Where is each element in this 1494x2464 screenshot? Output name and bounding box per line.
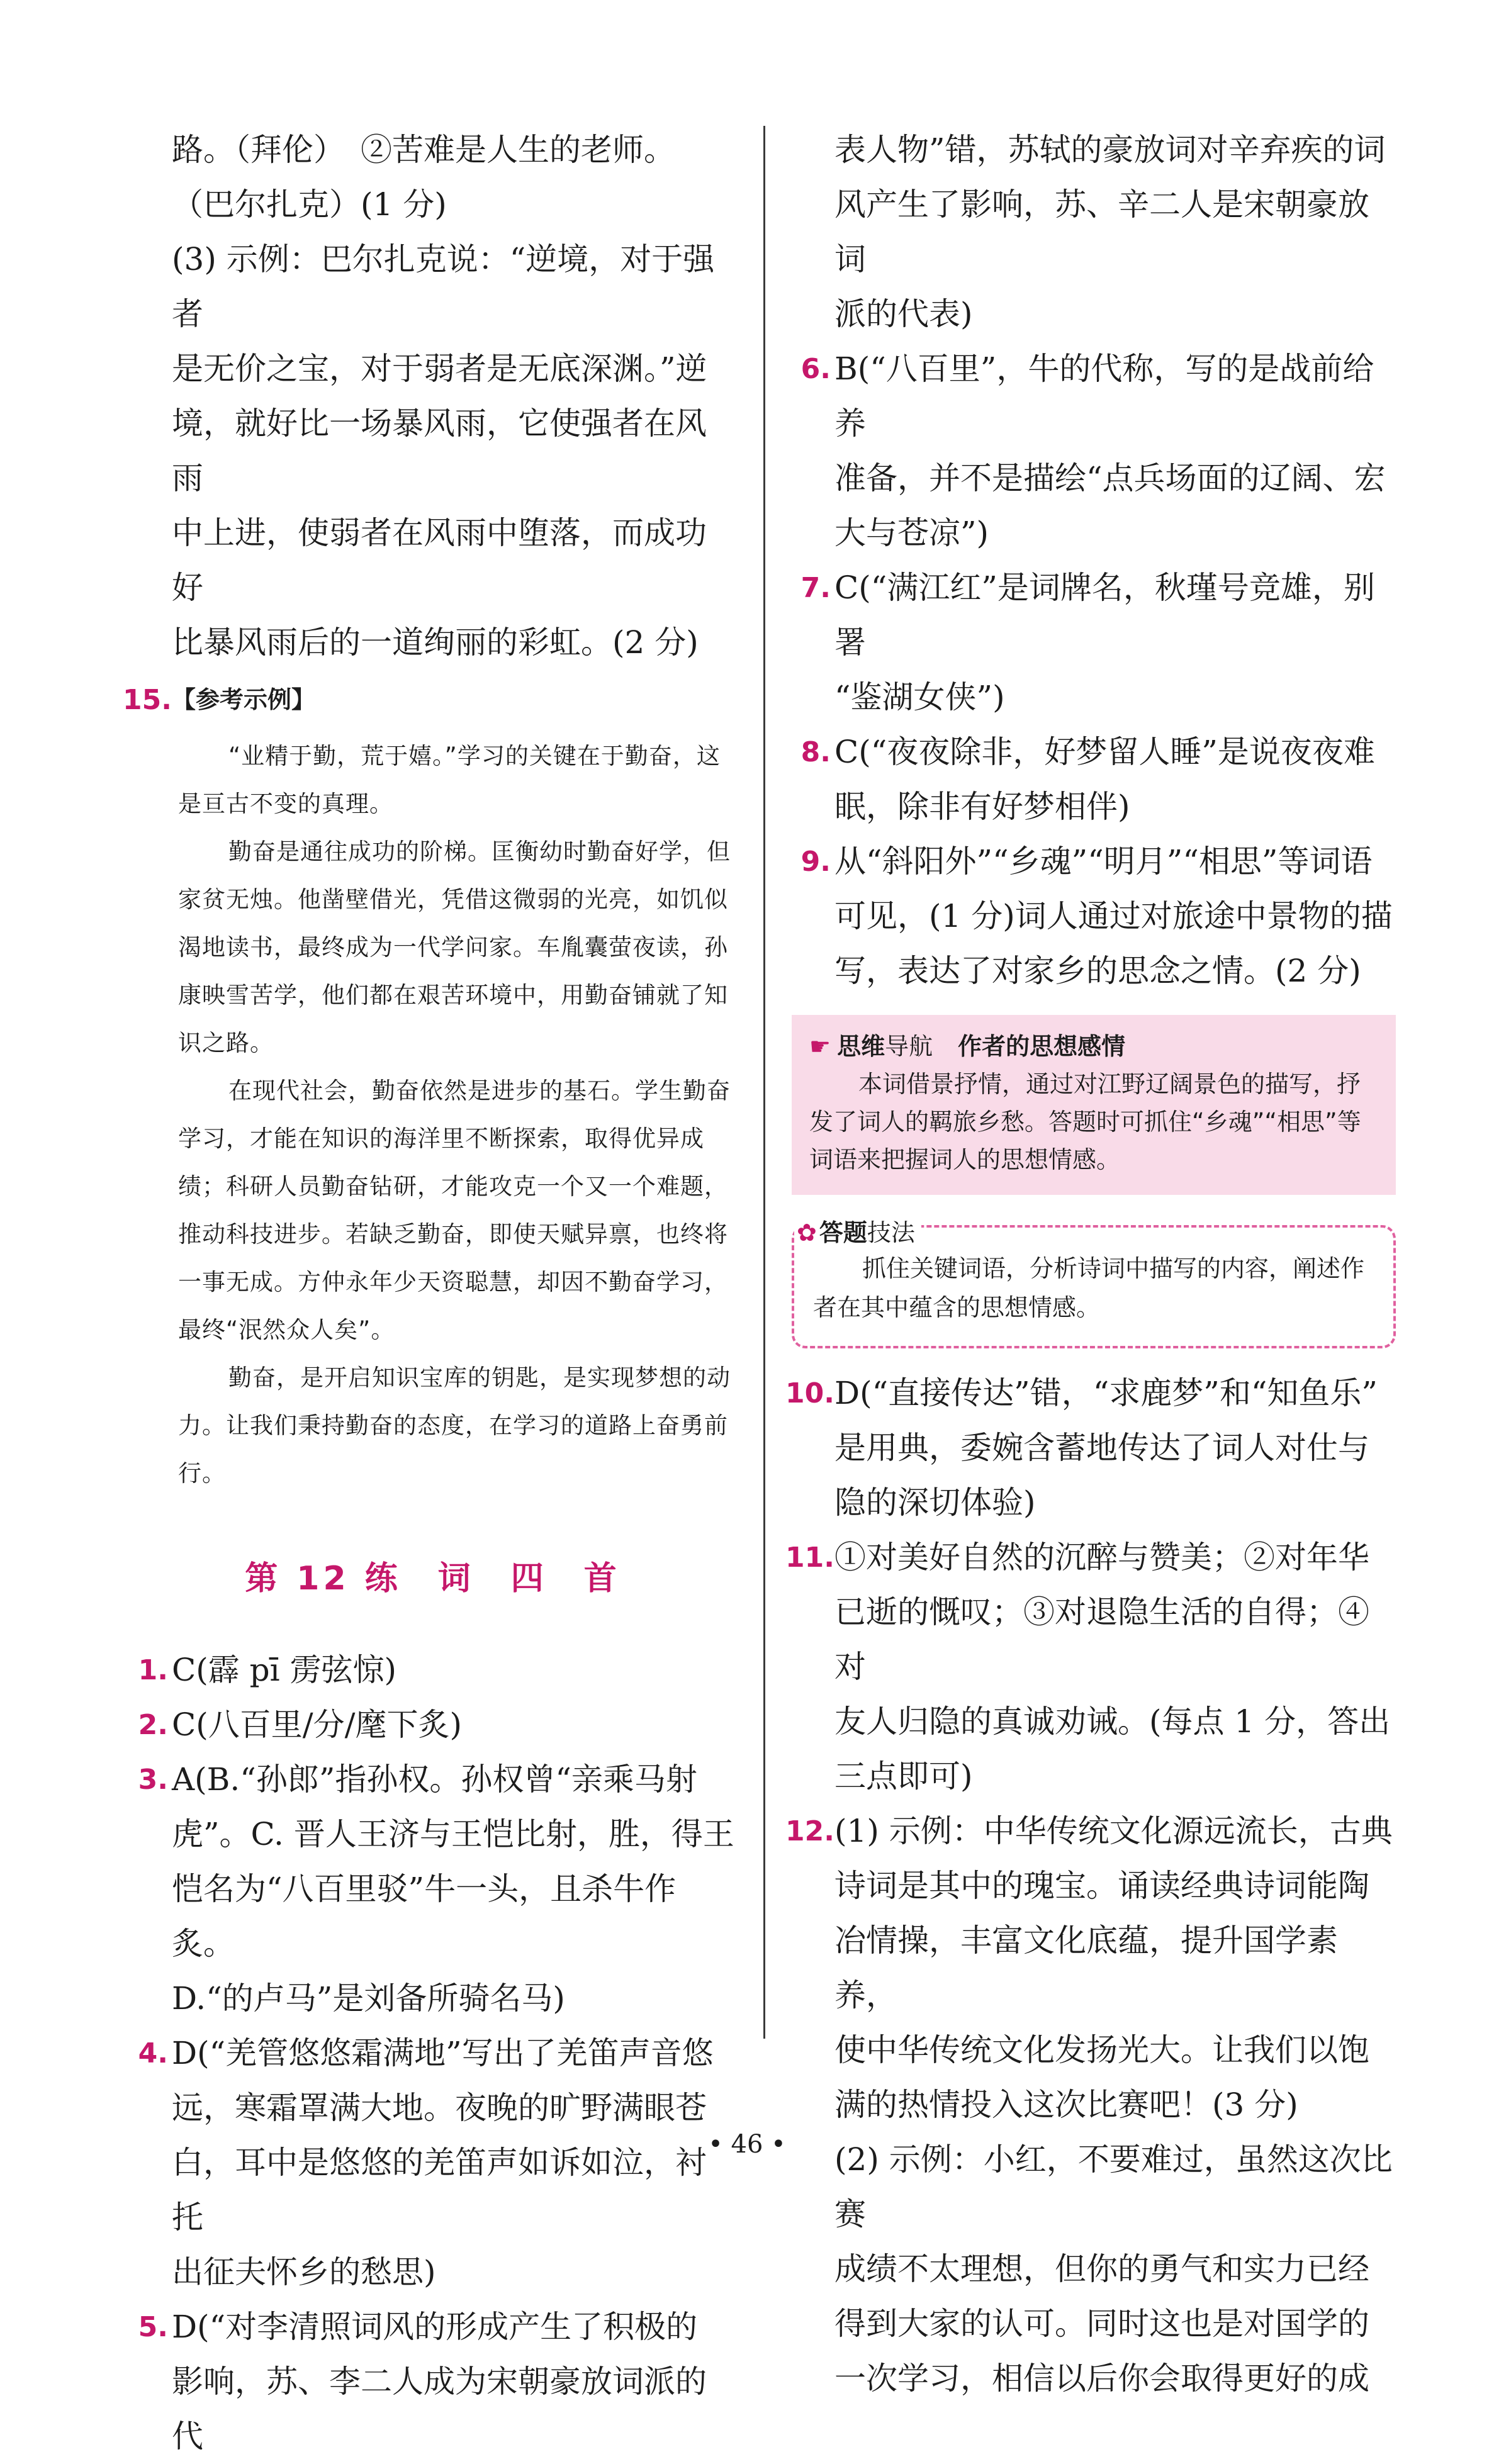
page-number: • 46 • <box>708 2130 786 2159</box>
answer-skill-body: 抓住关键词语，分析诗词中描写的内容，阐述作者在其中蕴含的思想情感。 <box>813 1255 1365 1321</box>
text-line: （巴尔扎克）(1 分) <box>172 186 447 223</box>
answer-item <box>129 1698 736 1752</box>
pointing-hand-icon: ☛ <box>809 1033 831 1060</box>
text-line: C(霹 pī 雳弦惊) <box>172 1652 397 1688</box>
question-number: 8. <box>800 736 831 768</box>
question-number: 6. <box>800 353 831 385</box>
text-line: D(“对李清照词风的形成产生了积极的 <box>172 2309 698 2345</box>
text-line: A(B.“孙郎”指孙权。孙权曾“亲乘马射 <box>172 1761 697 1798</box>
text-line: (3) 示例：巴尔扎克说：“逆境，对于强者 <box>172 241 715 332</box>
text-line: D(“直接传达”错，“求鹿梦”和“知鱼乐” <box>834 1375 1378 1411</box>
answer-item <box>129 2300 736 2464</box>
text-line: 境，就好比一场暴风雨，它使强者在风雨 <box>172 405 707 496</box>
flower-icon: ✿ <box>797 1219 817 1246</box>
essay-paragraph: 勤奋是通往成功的阶梯。匡衡幼时勤奋好学，但家贫无烛。他凿壁借光，凭借这微弱的光亮，如饥似渴地读书，最终成为一代学问家。车胤囊萤夜读，孙康映雪苦学，他们都在艰苦环境中，用勤奋铺就了知识之路。 <box>178 838 731 1056</box>
question-number: 5. <box>138 2311 168 2343</box>
question-number: 1. <box>138 1654 168 1686</box>
text-line: 满的热情投入这次比赛吧！(3 分) <box>834 2086 1298 2123</box>
text-line: 是无价之宝，对于弱者是无底深渊。”逆 <box>172 350 707 387</box>
tip-topic: 作者的思想感情 <box>958 1033 1126 1060</box>
text-line: 路。（拜伦） ②苦难是人生的老师。 <box>172 132 675 168</box>
text-line: C(八百里/分/麾下炙) <box>172 1706 462 1743</box>
skill-label-2: 技法 <box>867 1219 915 1246</box>
text-line: 表人物”错，苏轼的豪放词对辛弃疾的词 <box>834 132 1386 168</box>
answer-item <box>785 1530 1396 1804</box>
reference-heading: 【参考示例】 <box>172 686 316 714</box>
text-line: 风产生了影响，苏、辛二人是宋朝豪放词 <box>834 186 1369 277</box>
question-number: 15. <box>123 684 172 716</box>
text-line: 比暴风雨后的一道绚丽的彩虹。(2 分) <box>172 624 699 661</box>
answer-item <box>129 1752 736 2026</box>
skill-label: 答题 <box>819 1219 867 1246</box>
tip-label-2: 导航 <box>885 1033 933 1060</box>
text-line: D.“的卢马”是刘备所骑名马) <box>172 1980 565 2017</box>
text-line: (1) 示例：中华传统文化源远流长，古典 <box>834 1813 1393 1849</box>
text-line: 写，表达了对家乡的思念之情。(2 分) <box>834 953 1361 989</box>
text-line: (2) 示例：小红，不要难过，虽然这次比赛 <box>834 2141 1393 2232</box>
text-line: 大与苍凉”) <box>834 515 989 551</box>
answer-item <box>792 342 1396 561</box>
text-line: 三点即可) <box>834 1758 973 1795</box>
text-line: 使中华传统文化发扬光大。让我们以饱 <box>834 2032 1369 2068</box>
text-line: 冶情操，丰富文化底蕴，提升国学素养， <box>834 1922 1338 2013</box>
question-number: 12. <box>785 1815 834 1847</box>
text-line: 已逝的慨叹；③对退隐生活的自得；④对 <box>834 1594 1369 1685</box>
answer-item <box>792 834 1396 999</box>
text-line: 白，耳中是悠悠的羌笛声如诉如泣，衬托 <box>172 2144 707 2236</box>
question-number: 4. <box>138 2037 168 2069</box>
text-line: 远，寒霜罩满大地。夜晚的旷野满眼苍 <box>172 2090 707 2126</box>
answer-skill-heading <box>794 1216 921 1249</box>
text-line: 中上进，使弱者在风雨中堕落，而成功好 <box>172 515 707 606</box>
text-line: 准备，并不是描绘“点兵场面的辽阔、宏 <box>834 460 1386 496</box>
question-15 <box>123 673 736 727</box>
tip-label: 思维 <box>837 1033 885 1060</box>
question-number: 3. <box>138 1764 168 1796</box>
q5-continuation <box>792 123 1396 342</box>
text-line: B(“八百里”，牛的代称，写的是战前给养 <box>834 350 1374 442</box>
question-number: 9. <box>800 846 831 878</box>
text-line: 从“斜阳外”“乡魂”“明月”“相思”等词语 <box>834 843 1373 880</box>
text-line: 出征夫怀乡的愁思) <box>172 2254 436 2290</box>
text-line: 成绩不太理想，但你的勇气和实力已经 <box>834 2251 1369 2287</box>
answer-item <box>792 725 1396 834</box>
text-line: D(“羌管悠悠霜满地”写出了羌笛声音悠 <box>172 2035 714 2071</box>
question-number: 11. <box>785 1542 834 1574</box>
right-column <box>785 123 1396 2406</box>
text-line: 派的代表) <box>834 296 973 332</box>
answer-item <box>785 1366 1396 1530</box>
text-line: 虎”。C. 晋人王济与王恺比射，胜，得王 <box>172 1816 734 1852</box>
column-divider <box>763 126 765 2039</box>
essay-paragraph: “业精于勤，荒于嬉。”学习的关键在于勤奋，这是亘古不变的真理。 <box>178 742 721 817</box>
text-line: 是用典，委婉含蓄地传达了词人对仕与 <box>834 1430 1369 1466</box>
question-number: 7. <box>800 572 831 604</box>
thinking-guide-box <box>792 1015 1396 1195</box>
text-line: 眠，除非有好梦相伴) <box>834 788 1130 825</box>
text-line: C(“满江红”是词牌名，秋瑾号竞雄，别署 <box>834 569 1375 661</box>
question-number: 2. <box>138 1709 168 1741</box>
essay-paragraph: 在现代社会，勤奋依然是进步的基石。学生勤奋学习，才能在知识的海洋里不断探索，取得优异成绩；科研人员勤奋钻研，才能攻克一个又一个难题，推动科技进步。若缺乏勤奋，即使天赋异禀，也终将一事无成。方仲永年少天资聪慧，却因不勤奋学习，最终“泯然众人矣”。 <box>178 1077 731 1343</box>
text-line: 一次学习，相信以后你会取得更好的成 <box>834 2360 1369 2397</box>
section-title: 第 12 练 词 四 首 <box>245 1560 621 1598</box>
reference-essay <box>129 732 736 1498</box>
text-line: 诗词是其中的瑰宝。诵读经典诗词能陶 <box>834 1868 1369 1904</box>
text-line: 隐的深切体验) <box>834 1484 1036 1521</box>
essay-paragraph: 勤奋，是开启知识宝库的钥匙，是实现梦想的动力。让我们秉持勤奋的态度，在学习的道路上奋勇前行。 <box>178 1364 731 1487</box>
answer-item <box>792 561 1396 725</box>
question-number: 10. <box>785 1377 834 1409</box>
thinking-guide-heading <box>809 1028 1381 1065</box>
text-line: 影响，苏、李二人成为宋朝豪放词派的代 <box>172 2363 707 2455</box>
text-line: 可见，(1 分)词人通过对旅途中景物的描 <box>834 898 1393 934</box>
text-line: 恺名为“八百里驳”牛一头，且杀牛作炙。 <box>172 1871 677 1962</box>
text-line: 得到大家的认可。同时这也是对国学的 <box>834 2305 1369 2342</box>
text-line: C(“夜夜除非，好梦留人睡”是说夜夜难 <box>834 734 1375 770</box>
thinking-guide-body: 本词借景抒情，通过对江野辽阔景色的描写，抒发了词人的羁旅乡愁。答题时可抓住“乡魂”“相思”等词语来把握词人的思想情感。 <box>809 1070 1361 1173</box>
text-line: ①对美好自然的沉醉与赞美；②对年华 <box>834 1539 1369 1576</box>
text-line: “鉴湖女侠”) <box>834 679 1005 715</box>
answer-item <box>785 1804 1396 2406</box>
left-column <box>123 123 736 2464</box>
answer-skill-box <box>792 1219 1396 1348</box>
text-line: 友人归隐的真诚劝诫。(每点 1 分，答出 <box>834 1703 1391 1740</box>
answer-item <box>129 2026 736 2300</box>
answer-item <box>129 1643 736 1698</box>
q14-continuation <box>129 123 736 670</box>
